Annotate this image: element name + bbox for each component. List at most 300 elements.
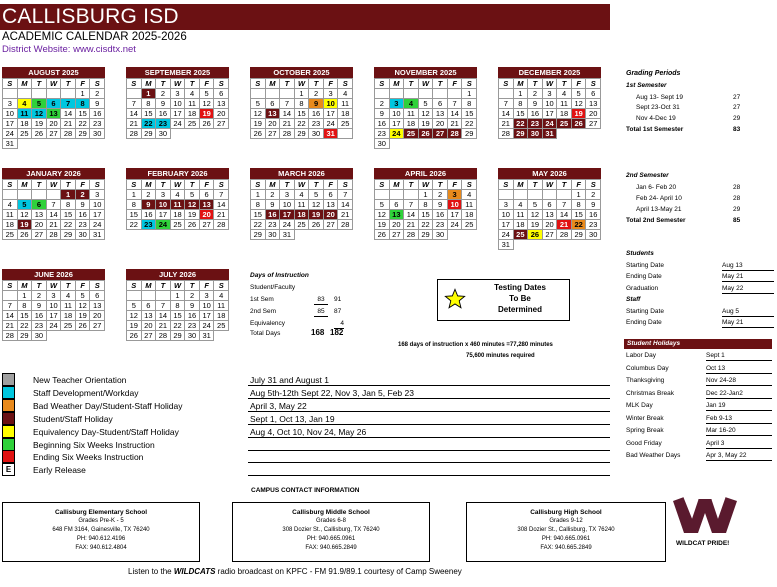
day-cell: 12 [185,200,200,210]
school-fax: FAX: 940.612.4804 [75,545,127,551]
day-cell: 2 [309,89,324,99]
day-cell: 28 [61,129,76,139]
empty-day-cell [18,89,33,99]
weekday-header: W [47,180,62,190]
sem2-period-3-days: 29 [733,206,741,213]
grading-periods-title: Grading Periods [626,70,681,77]
legend-underline [248,475,610,476]
day-cell: 22 [295,119,310,129]
weekday-header: F [572,180,587,190]
weekday-header: S [90,79,105,89]
students-start-date: Aug 13 [722,262,774,271]
day-cell: 5 [528,200,543,210]
calendar-subtitle: ACADEMIC CALENDAR 2025-2026 [2,31,187,43]
day-cell: 22 [462,119,477,129]
school-address: 308 Dozier St., Callisburg, TX 76240 [517,527,615,533]
weekday-header: T [185,281,200,291]
day-cell: 14 [404,210,419,220]
day-cell: 23 [90,119,105,129]
day-cell: 17 [47,311,62,321]
day-cell: 20 [586,109,601,119]
day-cell: 12 [375,210,390,220]
holiday-date: Apr 3, May 22 [706,452,772,461]
day-cell: 13 [266,109,281,119]
day-cell: 19 [419,119,434,129]
month-title: SEPTEMBER 2025 [126,67,229,78]
day-cell: 17 [3,119,18,129]
day-cell: 14 [127,109,142,119]
legend-dates: July 31 and August 1 [250,375,329,385]
month-grid [2,179,105,240]
day-cell: 31 [200,331,215,341]
holiday-date: Jan 19 [706,402,772,411]
graduation-label: Graduation [626,285,659,292]
month-july-2026 [126,269,229,341]
day-cell: 18 [404,119,419,129]
day-cell: 4 [462,190,477,200]
day-cell: 3 [543,89,558,99]
empty-day-cell [127,89,142,99]
empty-day-cell [375,190,390,200]
day-cell: 20 [200,210,215,220]
day-cell: 4 [185,89,200,99]
day-cell: 4 [3,200,18,210]
day-cell: 6 [586,89,601,99]
day-cell: 21 [214,210,229,220]
day-cell: 19 [572,109,587,119]
day-cell: 22 [251,220,266,230]
weekday-header: T [156,180,171,190]
day-cell: 29 [572,230,587,240]
days-instruction-title: Days of Instruction [250,272,309,279]
day-cell: 17 [90,210,105,220]
school-contact-card [2,502,200,562]
day-cell: 1 [127,190,142,200]
day-cell: 3 [3,99,18,109]
day-cell: 2 [32,291,47,301]
day-cell: 8 [61,200,76,210]
sem1-days-label: 1st Sem [250,296,274,303]
weekday-header: T [280,180,295,190]
day-cell: 29 [61,230,76,240]
student-holidays-heading: Student Holidays [624,339,772,349]
day-cell: 8 [171,301,186,311]
day-cell: 1 [61,190,76,200]
month-grid [2,280,105,341]
empty-day-cell [3,89,18,99]
legend-dates: Aug 4, Oct 10, Nov 24, May 26 [250,426,367,437]
month-grid [126,78,229,139]
day-cell: 27 [390,230,405,240]
day-cell: 26 [572,119,587,129]
day-cell: 17 [499,220,514,230]
empty-day-cell [18,190,33,200]
empty-day-cell [390,190,405,200]
day-cell: 30 [528,129,543,139]
day-cell: 7 [338,190,353,200]
day-cell: 15 [572,210,587,220]
day-cell: 23 [375,129,390,139]
weekday-header: F [572,79,587,89]
month-may-2026 [498,168,601,250]
day-cell: 29 [76,129,91,139]
weekday-header: M [142,79,157,89]
day-cell: 11 [514,210,529,220]
day-cell: 19 [200,109,215,119]
day-cell: 3 [324,89,339,99]
day-cell: 18 [185,109,200,119]
day-cell: 6 [32,200,47,210]
empty-day-cell [433,89,448,99]
school-name: Callisburg Elementary School [54,509,148,516]
day-cell: 16 [76,210,91,220]
day-cell: 23 [142,220,157,230]
day-cell: 3 [200,291,215,301]
month-grid [126,179,229,230]
day-cell: 7 [448,99,463,109]
day-cell: 30 [433,230,448,240]
day-cell: 1 [572,190,587,200]
holiday-name: Thanksgiving [626,377,665,384]
month-february-2026 [126,168,229,230]
day-cell: 26 [528,230,543,240]
day-cell: 8 [142,99,157,109]
day-cell: 5 [127,301,142,311]
day-cell: 13 [142,311,157,321]
day-cell: 5 [309,190,324,200]
month-title: APRIL 2026 [374,168,477,179]
empty-day-cell [280,89,295,99]
day-cell: 26 [185,220,200,230]
day-cell: 15 [514,109,529,119]
staff-heading: Staff [626,296,641,303]
day-cell: 22 [61,220,76,230]
day-cell: 13 [47,109,62,119]
day-cell: 23 [528,119,543,129]
day-cell: 26 [251,129,266,139]
day-cell: 15 [61,210,76,220]
day-cell: 21 [557,220,572,230]
day-cell: 2 [76,190,91,200]
weekday-header: M [390,79,405,89]
day-cell: 8 [76,99,91,109]
day-cell: 24 [156,220,171,230]
day-cell: 27 [543,230,558,240]
month-title: MARCH 2026 [250,168,353,179]
weekday-header: T [557,79,572,89]
weekday-header: T [185,180,200,190]
month-title: FEBRUARY 2026 [126,168,229,179]
weekday-header: W [419,180,434,190]
district-website[interactable]: District Website: www.cisdtx.net [2,44,136,55]
day-cell: 21 [404,220,419,230]
day-cell: 14 [338,200,353,210]
day-cell: 7 [280,99,295,109]
day-cell: 14 [448,109,463,119]
day-cell: 14 [557,210,572,220]
day-cell: 12 [419,109,434,119]
legend-underline [248,424,610,425]
day-cell: 13 [32,210,47,220]
day-cell: 16 [309,109,324,119]
month-title: DECEMBER 2025 [498,67,601,78]
empty-day-cell [127,291,142,301]
legend-swatch [2,373,15,386]
day-cell: 23 [309,119,324,129]
empty-day-cell [266,89,281,99]
weekday-header: M [142,281,157,291]
day-cell: 23 [76,220,91,230]
day-cell: 29 [171,331,186,341]
school-name: Callisburg Middle School [292,509,370,516]
day-cell: 4 [214,291,229,301]
total-faculty-days: 182 [330,328,344,337]
footer-wildcats: WILDCATS [173,567,216,576]
day-cell: 15 [142,109,157,119]
day-cell: 20 [433,119,448,129]
day-cell: 24 [390,129,405,139]
sem1-student-days: 83 [314,296,328,305]
day-cell: 11 [214,301,229,311]
day-cell: 6 [543,200,558,210]
day-cell: 31 [324,129,339,139]
day-cell: 3 [448,190,463,200]
empty-day-cell [528,190,543,200]
day-cell: 9 [142,200,157,210]
holiday-date: Nov 24-28 [706,377,772,386]
day-cell: 19 [375,220,390,230]
day-cell: 11 [404,109,419,119]
sem2-faculty-days: 87 [334,308,342,315]
weekday-header: F [76,180,91,190]
day-cell: 20 [324,210,339,220]
day-cell: 29 [142,129,157,139]
day-cell: 3 [280,190,295,200]
day-cell: 10 [171,99,186,109]
day-cell: 4 [404,99,419,109]
day-cell: 10 [324,99,339,109]
day-cell: 26 [375,230,390,240]
day-cell: 18 [3,220,18,230]
day-cell: 21 [338,210,353,220]
day-cell: 3 [390,99,405,109]
day-cell: 19 [127,321,142,331]
month-title: MAY 2026 [498,168,601,179]
day-cell: 6 [90,291,105,301]
day-cell: 30 [156,129,171,139]
weekday-header: S [214,281,229,291]
day-cell: 31 [90,230,105,240]
day-cell: 13 [586,99,601,109]
sem2-total-days: 85 [733,217,741,224]
sem1-period-2: Sept 23-Oct 31 [636,104,680,111]
empty-day-cell [32,190,47,200]
weekday-header: S [251,79,266,89]
school-phone: PH: 940.665.0961 [541,536,591,542]
weekday-header: T [433,79,448,89]
day-cell: 1 [142,89,157,99]
campus-contact-title: CAMPUS CONTACT INFORMATION [251,487,360,494]
day-cell: 25 [557,119,572,129]
day-cell: 12 [528,210,543,220]
legend-swatch [2,412,15,425]
students-end-label: Ending Date [626,273,662,280]
day-cell: 6 [214,89,229,99]
empty-day-cell [390,89,405,99]
day-cell: 21 [448,119,463,129]
staff-end-date: May 21 [722,319,774,328]
day-cell: 24 [280,220,295,230]
sem1-total-days: 83 [733,126,741,133]
day-cell: 19 [251,119,266,129]
day-cell: 11 [557,99,572,109]
weekday-header: W [419,79,434,89]
day-cell: 5 [251,99,266,109]
day-cell: 18 [295,210,310,220]
legend-underline [248,450,610,451]
day-cell: 30 [266,230,281,240]
day-cell: 20 [390,220,405,230]
weekday-header: F [324,79,339,89]
semester-1-heading: 1st Semester [626,82,667,89]
weekday-header: S [214,79,229,89]
day-cell: 18 [462,210,477,220]
month-grid [498,179,601,250]
day-cell: 3 [156,190,171,200]
sem1-period-1-days: 27 [733,94,741,101]
day-cell: 14 [61,109,76,119]
day-cell: 5 [32,99,47,109]
day-cell: 24 [543,119,558,129]
day-cell: 31 [3,139,18,149]
day-cell: 23 [433,220,448,230]
day-cell: 9 [156,99,171,109]
day-cell: 12 [76,301,91,311]
weekday-header: W [171,79,186,89]
day-cell: 2 [266,190,281,200]
day-cell: 1 [76,89,91,99]
day-cell: 19 [309,210,324,220]
month-january-2026 [2,168,105,240]
month-grid [374,78,477,149]
day-cell: 7 [47,200,62,210]
month-march-2026 [250,168,353,240]
day-cell: 24 [171,119,186,129]
weekday-header: T [32,180,47,190]
day-cell: 29 [295,129,310,139]
holiday-name: Spring Break [626,427,664,434]
day-cell: 29 [18,331,33,341]
day-cell: 18 [171,210,186,220]
day-cell: 28 [448,129,463,139]
day-cell: 27 [90,321,105,331]
day-cell: 16 [90,109,105,119]
empty-day-cell [32,89,47,99]
day-cell: 12 [200,99,215,109]
day-cell: 22 [514,119,529,129]
day-cell: 9 [433,200,448,210]
school-contact-card [466,502,666,562]
day-cell: 1 [171,291,186,301]
weekday-header: S [462,79,477,89]
day-cell: 22 [18,321,33,331]
weekday-header: M [18,281,33,291]
legend-label: Ending Six Weeks Instruction [33,452,144,463]
school-phone: PH: 940.665.0961 [306,536,356,542]
day-cell: 13 [543,210,558,220]
weekday-header: T [309,79,324,89]
school-grades: Grades 6-8 [315,518,346,524]
day-cell: 18 [61,311,76,321]
day-cell: 5 [419,99,434,109]
day-cell: 22 [76,119,91,129]
day-cell: 13 [324,200,339,210]
day-cell: 5 [185,190,200,200]
weekday-header: T [32,281,47,291]
day-cell: 9 [528,99,543,109]
month-title: NOVEMBER 2025 [374,67,477,78]
weekday-header: T [32,79,47,89]
legend-swatch [2,450,15,463]
day-cell: 25 [185,119,200,129]
day-cell: 24 [200,321,215,331]
day-cell: 30 [309,129,324,139]
empty-day-cell [404,190,419,200]
school-fax: FAX: 940.665.2849 [305,545,357,551]
day-cell: 27 [266,129,281,139]
day-cell: 14 [156,311,171,321]
legend-swatch [2,425,15,438]
day-cell: 12 [572,99,587,109]
month-september-2025 [126,67,229,139]
day-cell: 31 [499,240,514,250]
legend-swatch: E [2,463,15,476]
weekday-header: W [295,79,310,89]
day-cell: 5 [200,89,215,99]
day-cell: 7 [3,301,18,311]
day-cell: 10 [200,301,215,311]
empty-day-cell [404,89,419,99]
weekday-header: T [433,180,448,190]
day-cell: 21 [127,119,142,129]
day-cell: 4 [514,200,529,210]
day-cell: 26 [127,331,142,341]
holiday-name: Winter Break [626,414,664,422]
day-cell: 28 [338,220,353,230]
day-cell: 2 [185,291,200,301]
day-cell: 29 [514,129,529,139]
day-cell: 9 [266,200,281,210]
weekday-header: S [338,79,353,89]
weekday-header: M [390,180,405,190]
day-cell: 10 [90,200,105,210]
weekday-header: W [543,180,558,190]
weekday-header: W [171,180,186,190]
empty-day-cell [499,89,514,99]
month-title: JULY 2026 [126,269,229,280]
weekday-header: M [514,79,529,89]
empty-day-cell [543,190,558,200]
empty-day-cell [514,190,529,200]
weekday-header: T [557,180,572,190]
day-cell: 17 [200,311,215,321]
day-cell: 16 [156,109,171,119]
month-title: JANUARY 2026 [2,168,105,179]
day-cell: 11 [338,99,353,109]
day-cell: 1 [251,190,266,200]
day-cell: 22 [127,220,142,230]
day-cell: 9 [586,200,601,210]
